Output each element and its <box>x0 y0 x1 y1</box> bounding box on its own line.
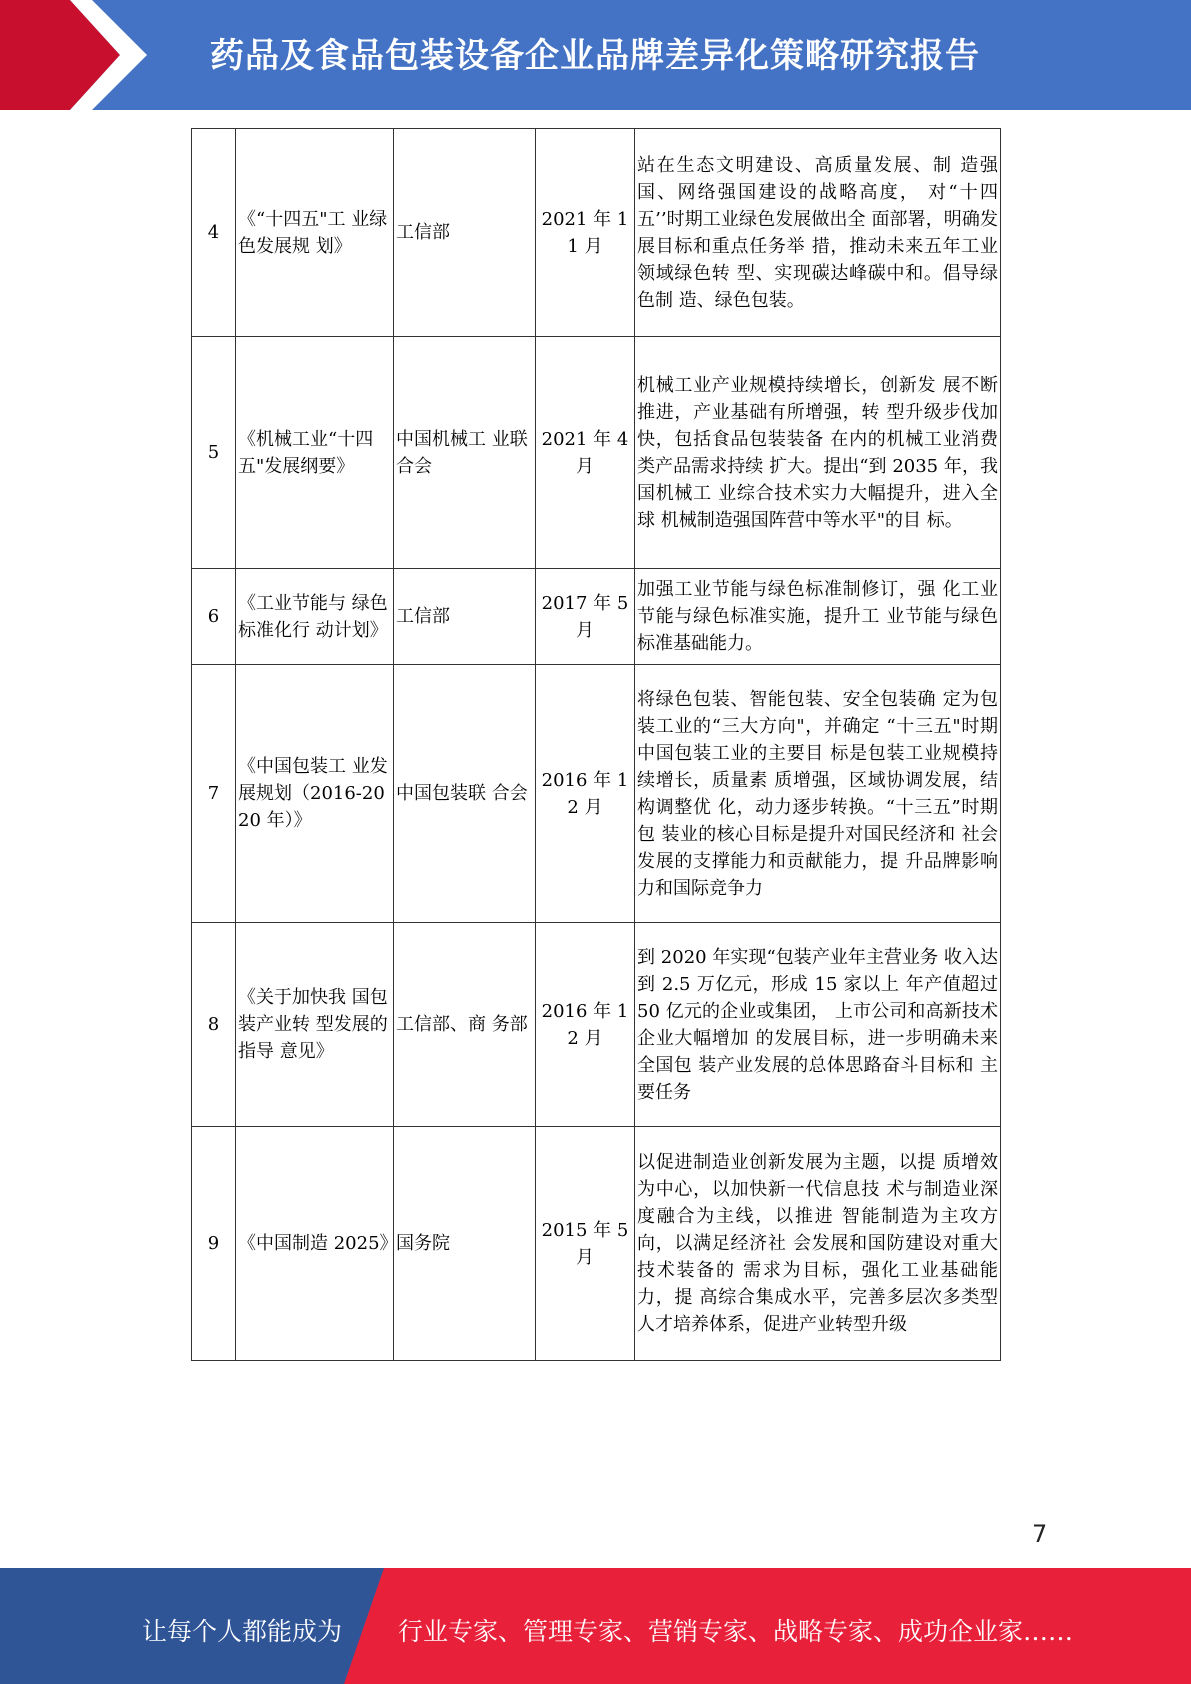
policy-content: 机械工业产业规模持续增长，创新发 展不断推进，产业基础有所增强，转 型升级步伐加快，包括食品包装装备 在内的机械工业消费类产品需求持续 扩大。提出“到 2035 年，我国机械工 业综合技术实力大幅提升，进入全球 机械制造强国阵营中等水平"的目 标。 <box>635 337 1001 569</box>
table-row <box>192 1127 1001 1361</box>
table-row <box>192 569 1001 665</box>
issuing-organization: 国务院 <box>394 1127 536 1361</box>
table-row <box>192 923 1001 1127</box>
row-number: 8 <box>192 923 236 1127</box>
issue-date: 2015 年 5 月 <box>536 1127 635 1361</box>
row-number: 4 <box>192 129 236 337</box>
footer-slogan-left: 让每个人都能成为 <box>142 1617 343 1646</box>
issue-date: 2016 年 12 月 <box>536 665 635 923</box>
row-number: 6 <box>192 569 236 665</box>
issuing-organization: 工信部 <box>394 569 536 665</box>
table-row <box>192 337 1001 569</box>
footer-slogan-right: 行业专家、管理专家、营销专家、战略专家、成功企业家…… <box>398 1617 1074 1646</box>
policy-name: 《工业节能与 绿色标准化行 动计划》 <box>236 569 394 665</box>
policy-table <box>191 128 1001 1361</box>
policy-content: 将绿色包装、智能包装、安全包装确 定为包装工业的“三大方向"，并确定 “十三五"时期中国包装工业的主要目 标是包装工业规模持续增长，质量素 质增强，区域协调发展，结构调整优 化，动力逐步转换。“十三五”时期包 装业的核心目标是提升对国民经济和 社会发展的支撑能力和贡献能力，提 升品牌影响力和国际竞争力 <box>635 665 1001 923</box>
issue-date: 2016 年 12 月 <box>536 923 635 1127</box>
page-footer <box>0 1568 1191 1684</box>
page-number: 7 <box>1032 1520 1048 1548</box>
issue-date: 2021 年 4 月 <box>536 337 635 569</box>
report-title: 药品及食品包装设备企业品牌差异化策略研究报告 <box>210 36 980 76</box>
table-row <box>192 665 1001 923</box>
issuing-organization: 工信部、商 务部 <box>394 923 536 1127</box>
policy-name: 《机械工业“十四五"发展纲要》 <box>236 337 394 569</box>
row-number: 7 <box>192 665 236 923</box>
issuing-organization: 工信部 <box>394 129 536 337</box>
policy-content: 到 2020 年实现“包装产业年主营业务 收入达到 2.5 万亿元，形成 15 家以上 年产值超过 50 亿元的企业或集团， 上市公司和高新技术企业大幅增加 的发展目标，进一步明确未来全国包 装产业发展的总体思路奋斗目标和 主要任务 <box>635 923 1001 1127</box>
policy-name: 《关于加快我 国包装产业转 型发展的指导 意见》 <box>236 923 394 1127</box>
table-row <box>192 129 1001 337</box>
policy-content: 加强工业节能与绿色标准制修订，强 化工业节能与绿色标准实施，提升工 业节能与绿色标准基础能力。 <box>635 569 1001 665</box>
header-flag-graphic <box>0 0 160 110</box>
issue-date: 2017 年 5 月 <box>536 569 635 665</box>
policy-name: 《中国包装工 业发展规划（2016-2020 年）》 <box>236 665 394 923</box>
issuing-organization: 中国包装联 合会 <box>394 665 536 923</box>
row-number: 5 <box>192 337 236 569</box>
policy-name: 《“十四五"工 业绿色发展规 划》 <box>236 129 394 337</box>
page-header <box>0 0 1191 110</box>
policy-content: 站在生态文明建设、高质量发展、制 造强国、网络强国建设的战略高度， 对“十四五’’时期工业绿色发展做出全 面部署，明确发展目标和重点任务举 措，推动未来五年工业领域绿色转 型、实现碳达峰碳中和。倡导绿色制 造、绿色包装。 <box>635 129 1001 337</box>
issue-date: 2021 年 11 月 <box>536 129 635 337</box>
policy-content: 以促进制造业创新发展为主题，以提 质增效为中心，以加快新一代信息技 术与制造业深度融合为主线，以推进 智能制造为主攻方向，以满足经济社 会发展和国防建设对重大技术装备的 需求为目标，强化工业基础能力，提 高综合集成水平，完善多层次多类型 人才培养体系，促进产业转型升级 <box>635 1127 1001 1361</box>
policy-name: 《中国制造 2025》 <box>236 1127 394 1361</box>
row-number: 9 <box>192 1127 236 1361</box>
issuing-organization: 中国机械工 业联合会 <box>394 337 536 569</box>
